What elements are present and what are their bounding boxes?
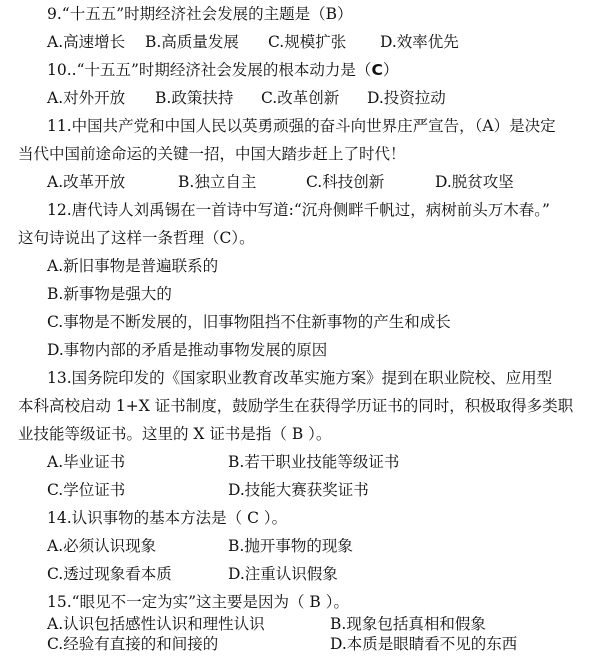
q12-option-b: B.新事物是强大的 <box>47 285 172 303</box>
q13-option-a: A.毕业证书 <box>47 453 126 471</box>
q11-option-d: D.脱贫攻坚 <box>435 173 514 191</box>
q11-option-a: A.改革开放 <box>47 173 126 191</box>
q15-option-a: A.认识包括感性认识和理性认识 <box>47 615 265 633</box>
question-12-stem-line-1: 12.唐代诗人刘禹锡在一首诗中写道:“沉舟侧畔千帆过，病树前头万木春。” <box>47 201 550 219</box>
q12-option-d: D.事物内部的矛盾是推动事物发展的原因 <box>47 341 328 359</box>
q10-option-d: D.投资拉动 <box>367 89 446 107</box>
q9-option-d: D.效率优先 <box>380 33 459 51</box>
q12-option-a: A.新旧事物是普遍联系的 <box>47 257 219 275</box>
question-11-stem-line-2: 当代中国前途命运的关键一招，中国大踏步赶上了时代！ <box>18 145 406 163</box>
question-11-stem-line-1: 11.中国共产党和中国人民以英勇顽强的奋斗向世界庄严宣告，（A）是决定 <box>47 117 556 135</box>
q10-option-b: B.政策扶持 <box>155 89 234 107</box>
question-9-stem: 9.“十五五”时期经济社会发展的主题是（B） <box>47 5 353 23</box>
question-12-stem-line-2: 这句诗说出了这样一条哲理（C）。 <box>18 229 255 247</box>
question-15-stem: 15.“眼见不一定为实”这主要是因为（ B ）。 <box>47 593 349 611</box>
q15-option-d: D.本质是眼睛看不见的东西 <box>330 635 518 653</box>
q10-option-c: C.改革创新 <box>261 89 340 107</box>
question-13-stem-line-1: 13.国务院印发的《国家职业教育改革实施方案》提到在职业院校、应用型 <box>47 369 553 387</box>
q11-option-c: C.科技创新 <box>306 173 385 191</box>
q14-option-d: D.注重认识假象 <box>228 565 338 583</box>
question-13-stem-line-3: 业技能等级证书。这里的 X 证书是指（ B ）。 <box>18 425 332 443</box>
q9-option-c: C.规模扩张 <box>268 33 347 51</box>
q13-option-b: B.若干职业技能等级证书 <box>228 453 400 471</box>
q9-option-a: A.高速增长 <box>47 33 126 51</box>
question-13-stem-line-2: 本科高校启动 1+X 证书制度，鼓励学生在获得学历证书的同时，积极取得多类职 <box>18 397 574 415</box>
question-14-stem: 14.认识事物的基本方法是（ C ）。 <box>47 509 288 527</box>
question-10-stem <box>47 56 398 84</box>
q15-option-c: C.经验有直接的和间接的 <box>47 635 219 653</box>
q14-option-b: B.抛开事物的现象 <box>228 537 353 555</box>
q10-option-a: A.对外开放 <box>47 89 126 107</box>
q15-option-b: B.现象包括真相和假象 <box>330 615 486 633</box>
q14-option-c: C.透过现象看本质 <box>47 565 172 583</box>
q12-option-c: C.事物是不断发展的，旧事物阻挡不住新事物的产生和成长 <box>47 313 451 331</box>
q14-option-a: A.必须认识现象 <box>47 537 157 555</box>
q13-option-d: D.技能大赛获奖证书 <box>228 481 369 499</box>
q9-option-b: B.高质量发展 <box>145 33 239 51</box>
q13-option-c: C.学位证书 <box>47 481 126 499</box>
q11-option-b: B.独立自主 <box>178 173 257 191</box>
q10-stem-prefix: 10..“十五五”时期经济社会发展的根本动力是（ <box>47 61 372 79</box>
q10-answer: C <box>371 61 383 79</box>
q10-stem-suffix: ） <box>382 61 399 79</box>
